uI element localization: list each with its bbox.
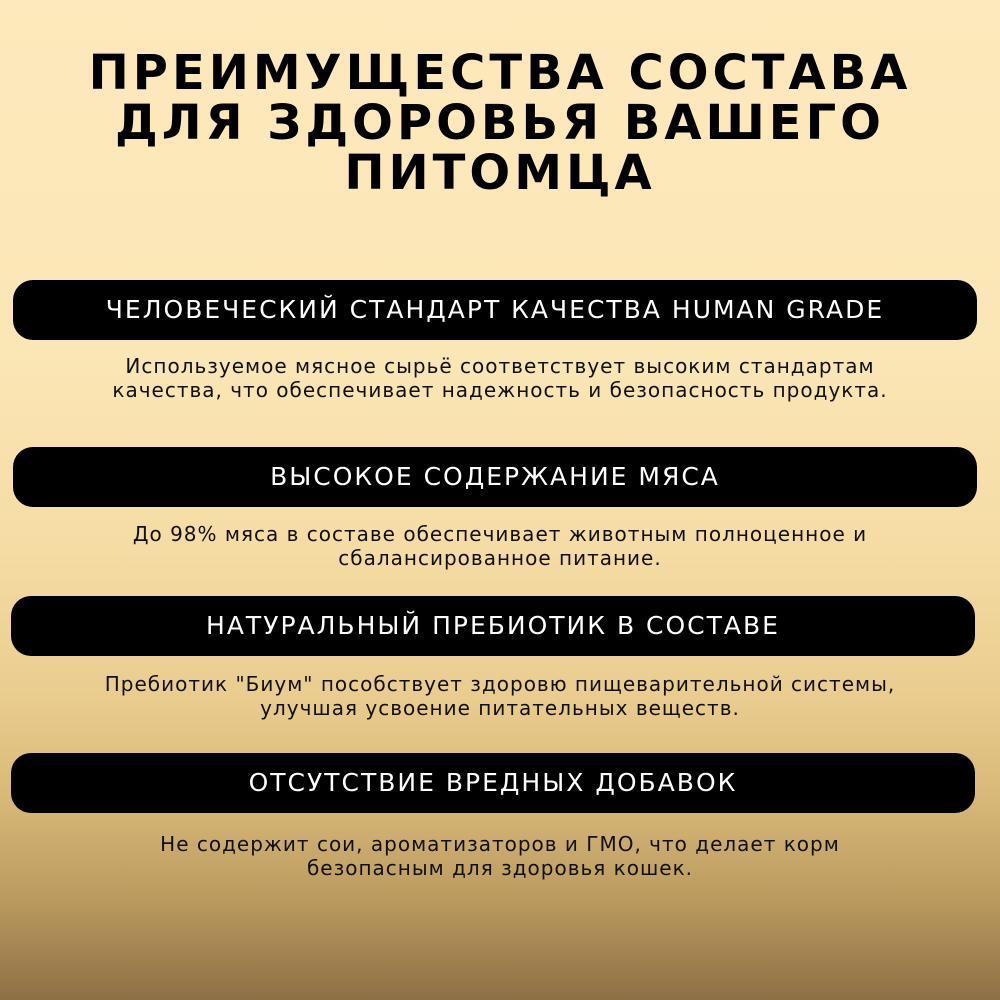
benefit-description-prebiotic [0, 672, 1000, 720]
benefit-description-human-grade [0, 354, 1000, 402]
page-title [0, 45, 1000, 201]
benefit-description-line: сбалансированное питание. [338, 546, 662, 570]
benefit-description-no-additives [0, 832, 1000, 880]
benefit-heading-prebiotic: НАТУРАЛЬНЫЙ ПРЕБИОТИК В СОСТАВЕ [11, 596, 975, 656]
benefit-description-line: Пребиотик "Биум" пособствует здоровю пищеварительной системы, [104, 672, 896, 696]
benefit-description-line: Не содержит сои, ароматизаторов и ГМО, что делает корм [160, 832, 840, 856]
benefit-heading-high-meat: ВЫСОКОЕ СОДЕРЖАНИЕ МЯСА [13, 447, 977, 507]
benefit-description-line: До 98% мяса в составе обеспечивает животным полноценное и [132, 522, 868, 546]
page-title-line-2: ДЛЯ ЗДОРОВЬЯ ВАШЕГО [115, 95, 885, 151]
page-title-line-3: ПИТОМЦА [344, 145, 656, 201]
benefit-description-line: качества, что обеспечивает надежность и безопасность продукта. [112, 378, 888, 402]
benefit-description-line: улучшая усвоение питательных веществ. [260, 696, 740, 720]
benefit-description-high-meat [0, 522, 1000, 570]
benefit-description-line: безопасным для здоровья кошек. [306, 856, 694, 880]
benefit-heading-human-grade: ЧЕЛОВЕЧЕСКИЙ СТАНДАРТ КАЧЕСТВА HUMAN GRADE [13, 280, 977, 340]
benefit-description-line: Используемое мясное сырьё соответствует высоким стандартам [125, 354, 875, 378]
page-title-line-1: ПРЕИМУЩЕСТВА СОСТАВА [88, 45, 912, 101]
benefit-heading-no-additives: ОТСУТСТВИЕ ВРЕДНЫХ ДОБАВОК [11, 753, 975, 813]
